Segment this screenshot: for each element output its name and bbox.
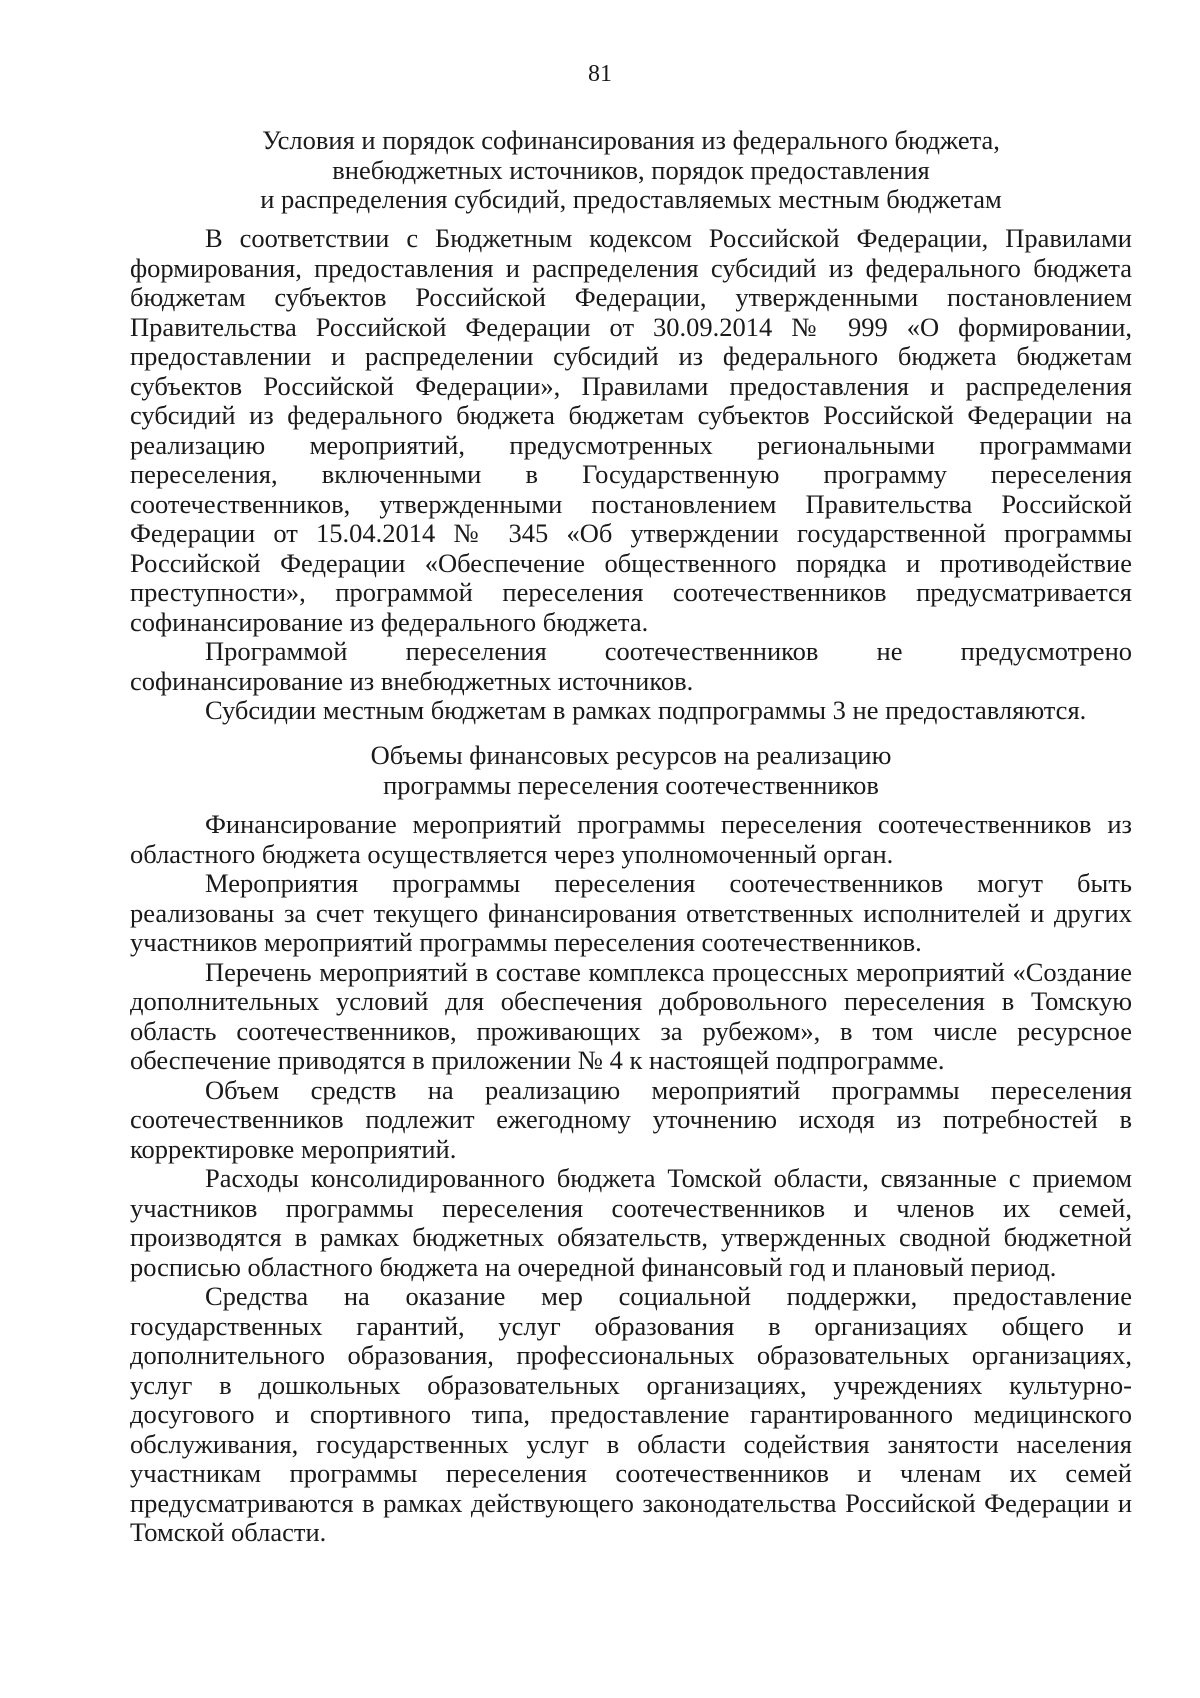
paragraph: Перечень мероприятий в составе комплекса процессных мероприятий «Создание дополнительных условий для обеспечения добровольного переселения в Томскую область соотечественников, проживающих за рубежом», в том числе ресурсное обеспечение приводятся в приложении № 4 к настоящей подпрограмме.	[130, 956, 1132, 1075]
paragraph: Расходы консолидированного бюджета Томской области, связанные с приемом участников программы переселения соотечественников и членов их семей, производятся в рамках бюджетных обязательств, утвержденных сводной бюджетной росписью областного бюджета на очередной финансовый год и плановый период.	[130, 1163, 1132, 1282]
paragraph: Субсидии местным бюджетам в рамках подпрограммы 3 не предоставляются.	[205, 695, 1087, 725]
section-heading-cofinancing	[130, 126, 1132, 215]
heading-line: программы переселения соотечественников	[383, 769, 879, 800]
paragraph: Мероприятия программы переселения соотечественников могут быть реализованы за счет текущего финансирования ответственных исполнителей и других участников мероприятий программы переселения соотечественников.	[130, 868, 1132, 957]
paragraph: Финансирование мероприятий программы переселения соотечественников из областного бюджета осуществляется через уполномоченный орган.	[130, 809, 1132, 869]
section-body-cofinancing	[130, 224, 1132, 726]
heading-line: Условия и порядок софинансирования из федерального бюджета,	[262, 125, 1000, 155]
section-heading-financial-resources	[130, 741, 1132, 800]
paragraph: Средства на оказание мер социальной поддержки, предоставление государственных гарантий, услуг образования в организациях общего и дополнительного образования, профессиональных образовательных организациях, услуг в дошкольных образовательных организациях, учреждениях культурно-досугового и спортивного типа, предоставление гарантированного медицинского обслуживания, государственных услуг в области содействия занятости населения участникам программы переселения соотечественников и членам их семей предусматриваются в рамках действующего законодательства Российской Федерации и Томской области.	[130, 1281, 1132, 1547]
paragraph: Объем средств на реализацию мероприятий программы переселения соотечественников подлежит ежегодному уточнению исходя из потребностей в корректировке мероприятий.	[130, 1074, 1132, 1164]
section-body-financial-resources	[130, 810, 1132, 1548]
page-number: 81	[588, 61, 612, 87]
heading-line: и распределения субсидий, предоставляемых местным бюджетам	[260, 184, 1002, 214]
heading-line: внебюджетных источников, порядок предоставления	[332, 154, 930, 185]
paragraph: Программой переселения соотечественников не предусмотрено софинансирование из внебюджетных источников.	[130, 636, 1132, 696]
paragraph: В соответствии с Бюджетным кодексом Российской Федерации, Правилами формирования, предоставления и распределения субсидий из федерального бюджета бюджетам субъектов Российской Федерации, утвержденными постановлением Правительства Российской Федерации от 30.09.2014 № 999 «О формировании, предоставлении и распределении субсидий из федерального бюджета бюджетам субъектов Российской Федерации», Правилами предоставления и распределения субсидий из федерального бюджета бюджетам субъектов Российской Федерации на реализацию мероприятий, предусмотренных региональными программами переселения, включенными в Государственную программу переселения соотечественников, утвержденными постановлением Правительства Российской Федерации от 15.04.2014 № 345 «Об утверждении государственной программы Российской Федерации «Обеспечение общественного порядка и противодействие преступности», программой переселения соотечественников предусматривается софинансирование из федерального бюджета.	[130, 223, 1132, 637]
heading-line: Объемы финансовых ресурсов на реализацию	[370, 740, 892, 770]
